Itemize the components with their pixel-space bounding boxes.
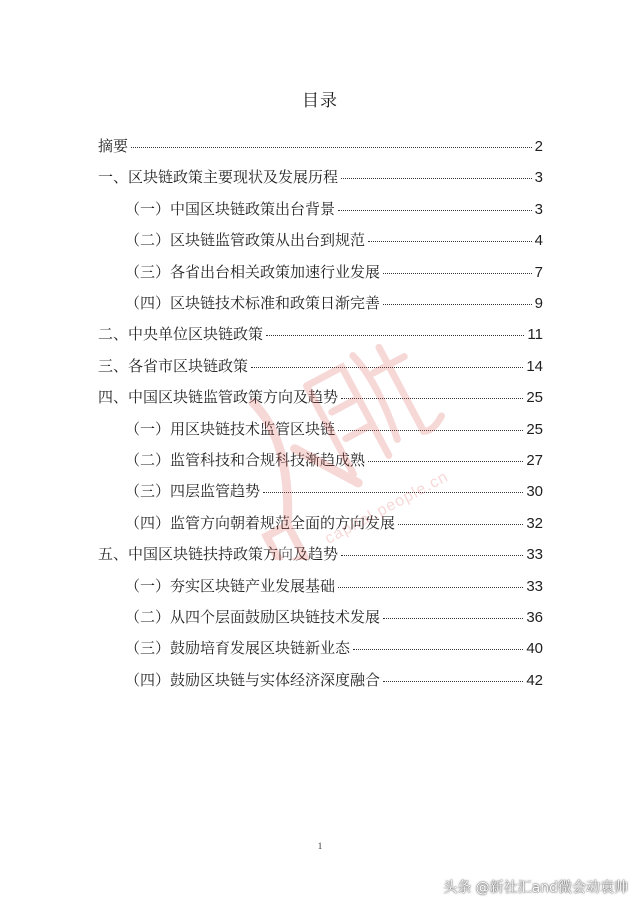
toc-entry-title: （二）区块链监管政策从出台到规范 xyxy=(125,231,366,249)
toc-leader-dots xyxy=(368,241,532,242)
toc-entry-page: 40 xyxy=(526,640,543,657)
toc-entry-title: （四）区块链技术标准和政策日渐完善 xyxy=(125,294,381,312)
toc-entry[interactable] xyxy=(125,419,543,440)
toc-entry[interactable] xyxy=(125,199,543,220)
toc-leader-dots xyxy=(131,147,532,148)
toc-entry[interactable] xyxy=(125,670,543,691)
toc-entry-title: （三）四层监管趋势 xyxy=(125,482,261,500)
toc-leader-dots xyxy=(341,555,523,556)
toc-entry-page: 4 xyxy=(534,232,543,249)
toc-entry[interactable] xyxy=(98,356,543,377)
toc-entry[interactable] xyxy=(125,293,543,314)
toc-entry-title: （一）夯实区块链产业发展基础 xyxy=(125,577,336,595)
toc-title: 目录 xyxy=(302,91,338,111)
toc-entry-page: 7 xyxy=(534,264,543,281)
toc-entry-page: 3 xyxy=(534,169,543,186)
toc-entry[interactable] xyxy=(98,167,543,188)
toc-entry[interactable] xyxy=(125,262,543,283)
toc-entry-page: 11 xyxy=(527,326,543,343)
toc-entry-page: 2 xyxy=(534,138,543,155)
toc-leader-dots xyxy=(251,367,523,368)
toc-entry-page: 3 xyxy=(534,201,543,218)
toc-leader-dots xyxy=(398,524,523,525)
toc-leader-dots xyxy=(338,430,523,431)
toc-entry-title: 二、中央单位区块链政策 xyxy=(98,325,264,343)
toc-entry-page: 36 xyxy=(526,609,543,626)
toc-leader-dots xyxy=(266,335,524,336)
toc-leader-dots xyxy=(383,273,532,274)
toc-entry-title: 一、区块链政策主要现状及发展历程 xyxy=(98,168,339,186)
toc-entry[interactable] xyxy=(125,230,543,251)
toc-entry-title: 四、中国区块链监管政策方向及趋势 xyxy=(98,388,339,406)
toc-entry-title: （一）中国区块链政策出台背景 xyxy=(125,200,336,218)
toc-entry[interactable] xyxy=(125,481,543,502)
toc-entry-title: （三）鼓励培育发展区块链新业态 xyxy=(125,639,351,657)
toc-entry[interactable] xyxy=(125,607,543,628)
toc-entry-page: 42 xyxy=(526,672,543,689)
toc-entry-page: 27 xyxy=(526,452,543,469)
svg-text:capital.people.cn: capital.people.cn xyxy=(322,468,452,548)
toc-entry-title: （四）鼓励区块链与实体经济深度融合 xyxy=(125,671,381,689)
toc-entry-title: 五、中国区块链扶持政策方向及趋势 xyxy=(98,545,339,563)
toc-leader-dots xyxy=(338,210,532,211)
toc-entry-title: （三）各省出台相关政策加速行业发展 xyxy=(125,263,381,281)
toc-leader-dots xyxy=(353,649,523,650)
toc-leader-dots xyxy=(383,618,523,619)
toc-leader-dots xyxy=(341,398,523,399)
toc-entry-title: 三、各省市区块链政策 xyxy=(98,357,249,375)
toc-leader-dots xyxy=(368,461,523,462)
toc-entry[interactable] xyxy=(125,513,543,534)
toc-entry[interactable] xyxy=(98,387,543,408)
toc-leader-dots xyxy=(383,304,532,305)
toc-leader-dots xyxy=(383,681,523,682)
toc-entry[interactable] xyxy=(125,638,543,659)
toc-entry-title: （二）从四个层面鼓励区块链技术发展 xyxy=(125,608,381,626)
toc-entry-title: （一）用区块链技术监管区块链 xyxy=(125,420,336,438)
toc-entry-page: 33 xyxy=(526,546,543,563)
toc-entry-page: 33 xyxy=(526,578,543,595)
toc-entry[interactable] xyxy=(98,544,543,565)
page-number: 1 xyxy=(317,841,323,851)
toc-entry[interactable] xyxy=(125,450,543,471)
toc-leader-dots xyxy=(338,587,523,588)
toc-entry-page: 30 xyxy=(526,483,543,500)
toc-entry[interactable] xyxy=(125,576,543,597)
toc-entry-title: 摘要 xyxy=(98,137,129,155)
toc-entry[interactable] xyxy=(98,324,543,345)
toc-entry-title: （二）监管科技和合规科技渐趋成熟 xyxy=(125,451,366,469)
toc-entry-page: 9 xyxy=(534,295,543,312)
toc-entry-page: 14 xyxy=(526,358,543,375)
toc-entry-page: 25 xyxy=(526,421,543,438)
toc-leader-dots xyxy=(263,492,523,493)
source-attribution: 头条 @新社汇and微会动袁帅 xyxy=(443,880,628,896)
toc-entry[interactable] xyxy=(98,136,543,157)
toc-leader-dots xyxy=(341,178,532,179)
toc-entry-page: 25 xyxy=(526,389,543,406)
toc-entry-page: 32 xyxy=(526,515,543,532)
toc-entry-title: （四）监管方向朝着规范全面的方向发展 xyxy=(125,514,396,532)
